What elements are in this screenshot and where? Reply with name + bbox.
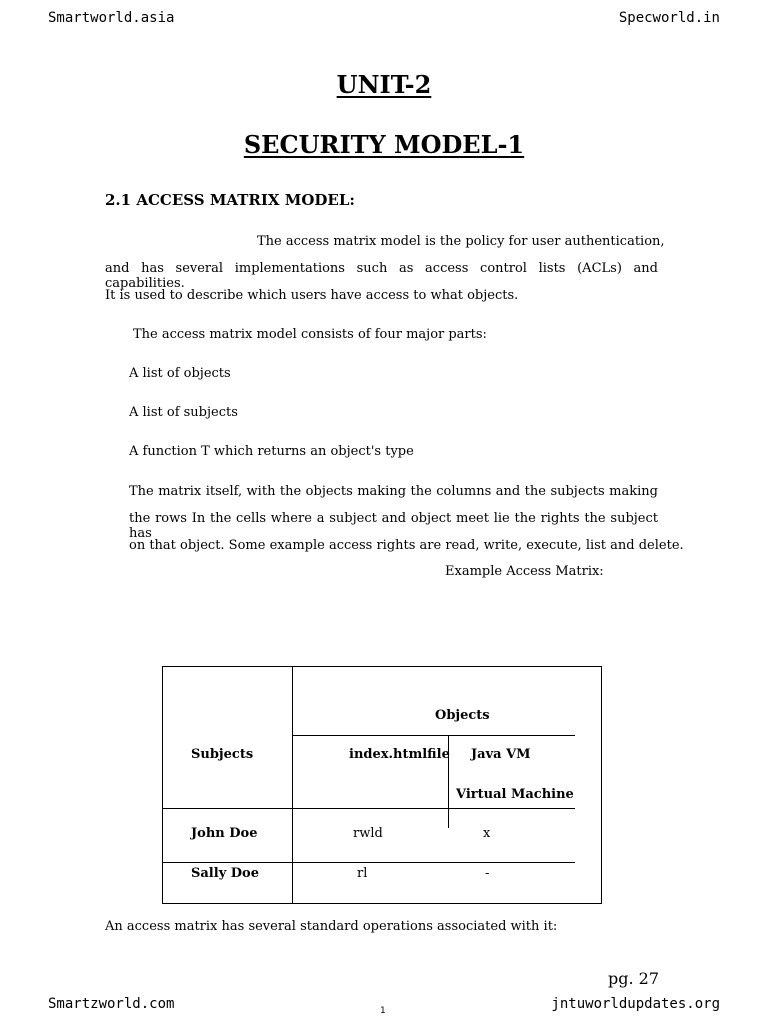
- unit-title: UNIT-2: [336, 70, 432, 99]
- table-row-subject: Sally Doe: [191, 866, 259, 881]
- header-right-site: Specworld.in: [618, 10, 720, 26]
- example-caption: Example Access Matrix:: [445, 564, 604, 579]
- column-header-virtual-machine: Virtual Machine: [456, 787, 574, 802]
- table-rule-objects: [293, 735, 575, 736]
- subjects-header: Subjects: [191, 747, 254, 762]
- page-title: SECURITY MODEL-1: [243, 130, 525, 159]
- table-cell-rights: rwld: [353, 826, 383, 841]
- footer-right-site: jntuworldupdates.org: [551, 996, 720, 1012]
- intro-line-3: It is used to describe which users have access to what objects.: [105, 288, 519, 303]
- table-rule-header: [163, 808, 575, 809]
- table-cell-rights: rl: [357, 866, 368, 881]
- matrix-desc-line-2: the rows In the cells where a subject and object meet lie the rights the subject has: [129, 511, 658, 541]
- part-item-subjects: A list of subjects: [129, 405, 238, 420]
- matrix-desc-line-1: The matrix itself, with the objects making the columns and the subjects making: [129, 484, 658, 499]
- intro-line-2: and has several implementations such as access control lists (ACLs) and capabilities.: [105, 261, 658, 291]
- part-item-objects: A list of objects: [129, 366, 231, 381]
- objects-header: Objects: [435, 708, 490, 723]
- column-header-index-html: index.htmlfile: [349, 747, 450, 762]
- table-vertical-divider: [292, 667, 293, 903]
- table-row-subject: John Doe: [191, 826, 258, 841]
- intro-line-1: The access matrix model is the policy for user authentication,: [257, 234, 665, 249]
- table-rule-row: [163, 862, 575, 863]
- closing-sentence: An access matrix has several standard operations associated with it:: [105, 919, 558, 934]
- table-cell-rights: x: [483, 826, 491, 841]
- part-item-type-function: A function T which returns an object's type: [129, 444, 414, 459]
- section-heading: 2.1 ACCESS MATRIX MODEL:: [105, 191, 355, 209]
- parts-intro: The access matrix model consists of four major parts:: [133, 327, 487, 342]
- footer-left-site: Smartzworld.com: [48, 996, 175, 1012]
- page-number-label: pg. 27: [607, 969, 659, 988]
- header-left-site: Smartworld.asia: [48, 10, 175, 26]
- table-cell-rights: -: [485, 866, 490, 881]
- footer-page-index: 1: [380, 1006, 386, 1016]
- matrix-desc-line-3: on that object. Some example access rights are read, write, execute, list and delete.: [129, 538, 684, 553]
- column-header-java-vm: Java VM: [471, 747, 531, 762]
